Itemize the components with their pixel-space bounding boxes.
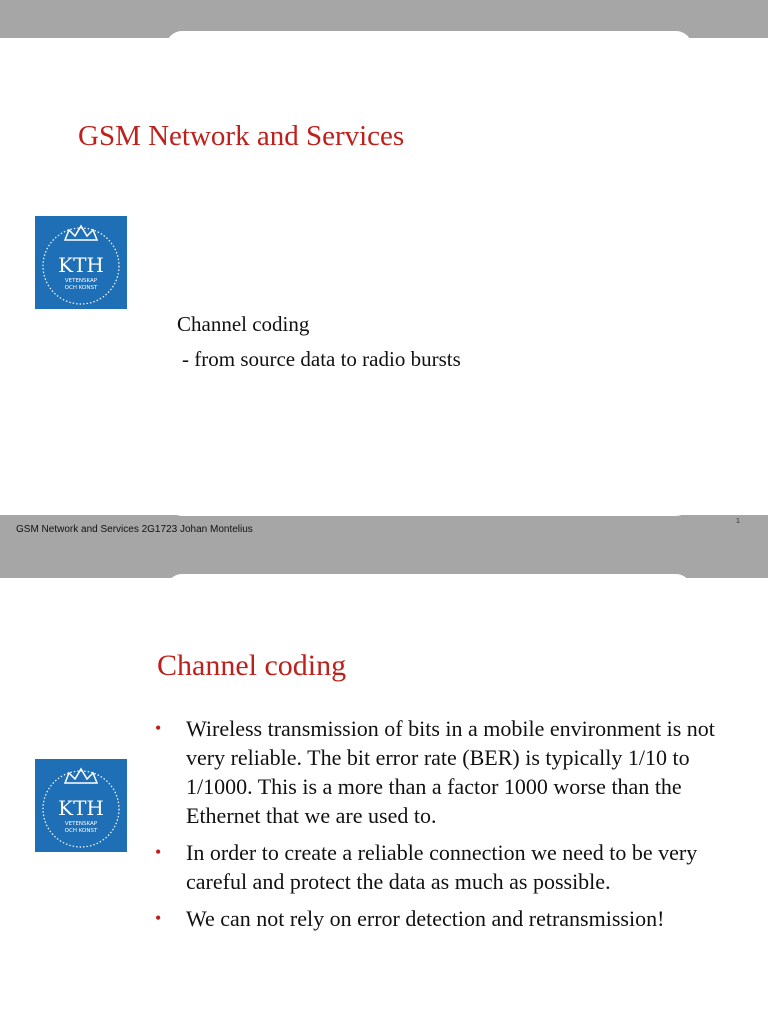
- logo-text: KTH: [58, 796, 104, 820]
- slide1-subtitle-line2: - from source data to radio bursts: [182, 347, 461, 371]
- kth-logo: [35, 216, 127, 309]
- bullet-item: [155, 838, 715, 896]
- logo-motto-1: VETENSKAP: [64, 278, 98, 284]
- top-frame-notch: [166, 31, 692, 71]
- slide2-top-notch: [166, 574, 692, 604]
- slide1-page-number: 1: [736, 518, 740, 525]
- bullet-text: In order to create a reliable connection we need to be very careful and protect the data as much as possible.: [186, 840, 698, 894]
- kth-crest-icon: [35, 759, 127, 852]
- slide1-subtitle-line1: Channel coding: [177, 312, 310, 336]
- logo-motto-1: VETENSKAP: [64, 821, 98, 827]
- bullet-icon: •: [155, 718, 162, 738]
- bullet-text: Wireless transmission of bits in a mobile environment is not very reliable. The bit error rate (BER) is typically 1/10 to 1/1000. This is a more than a factor 1000 worse than the Ethernet that we are used to.: [186, 716, 715, 828]
- logo-motto-2: OCH KONST: [64, 828, 98, 834]
- logo-motto-2: OCH KONST: [64, 285, 98, 291]
- bullet-icon: •: [155, 908, 162, 928]
- bullet-icon: •: [155, 842, 162, 862]
- kth-logo: [35, 759, 127, 852]
- slide2-bullet-list: [155, 714, 715, 941]
- bullet-text: We can not rely on error detection and retransmission!: [186, 906, 665, 931]
- slide1-bottom-notch: [166, 490, 692, 516]
- logo-text: KTH: [58, 253, 104, 277]
- slide2-title: Channel coding: [157, 649, 347, 682]
- bullet-item: [155, 714, 715, 830]
- slide1-title: GSM Network and Services: [78, 120, 405, 152]
- bullet-item: [155, 904, 715, 933]
- slide1-footer: GSM Network and Services 2G1723 Johan Montelius: [16, 524, 253, 535]
- kth-crest-icon: [35, 216, 127, 309]
